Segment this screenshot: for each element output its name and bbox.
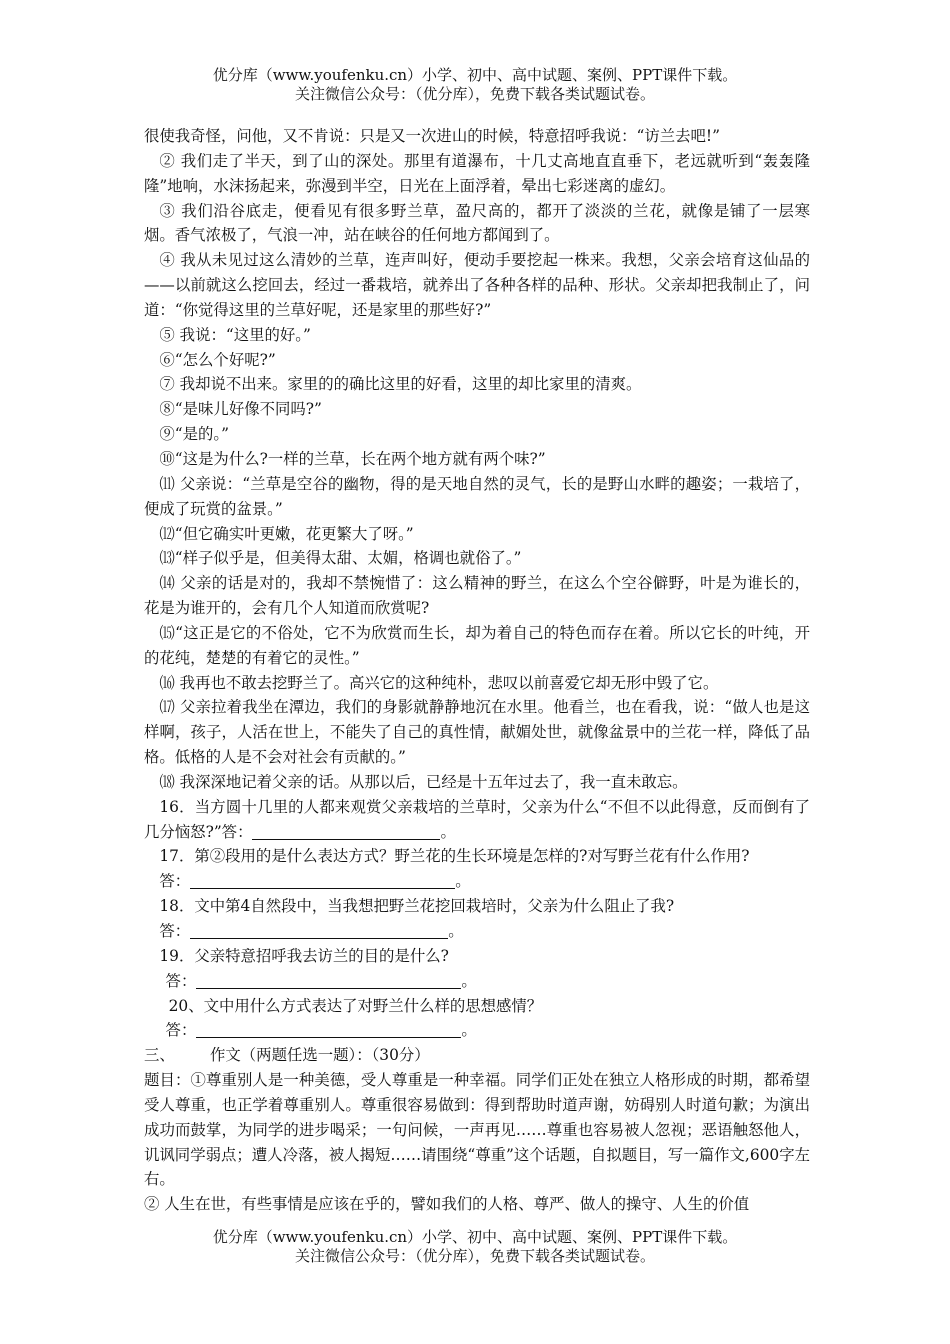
footer-line-1: 优分库（www.youfenku.cn）小学、初中、高中试题、案例、PPT课件下载。	[212, 1228, 738, 1246]
document-body	[144, 124, 810, 1217]
answer-19	[144, 969, 810, 994]
section-3-heading	[144, 1043, 810, 1068]
paragraph-13: ⒀“样子似乎是，但美得太甜、太媚，格调也就俗了。”	[159, 549, 522, 568]
answer-18-period: 。	[448, 922, 464, 940]
page-header	[0, 66, 950, 104]
answer-17-label: 答：	[159, 872, 191, 891]
question-20: 20、文中用什么方式表达了对野兰什么样的思想感情？	[168, 996, 543, 1015]
essay-topic-1: 题目：①尊重别人是一种美德，受人尊重是一种幸福。同学们正处在独立人格形成的时期，都希望受人尊重，也正学着尊重别人。尊重很容易做到：得到帮助时道声谢，妨碍别人时道句歉；为演出成功而鼓掌，为同学的进步喝采；一句问候，一声再见……尊重也容易被人忽视；恶语触怒他人，讥讽同学弱点；遭人冷落，被人揭短……请围绕“尊重”这个话题，自拟题目，写一篇作文,600字左右。	[144, 1071, 810, 1189]
essay-topic-2: ② 人生在世，有些事情是应该在乎的，譬如我们的人格、尊严、做人的操守、人生的价值	[144, 1195, 750, 1214]
footer-line-2: 关注微信公众号：（优分库），免费下载各类试题试卷。	[294, 1247, 655, 1265]
answer-19-label: 答：	[165, 971, 197, 990]
page-footer	[0, 1228, 950, 1266]
answer-18	[144, 919, 810, 944]
header-line-2: 关注微信公众号：（优分库），免费下载各类试题试卷。	[294, 85, 655, 103]
question-16	[144, 795, 810, 845]
answer-blank-19[interactable]	[196, 972, 461, 989]
answer-20-period: 。	[461, 1021, 477, 1040]
question-16-text: 16．当方圆十几里的人都来观赏父亲栽培的兰草时，父亲为什么“不但不以此得意，反而倒有了几分恼怒?”答：	[144, 797, 810, 841]
paragraph-17: ⒄ 父亲拉着我坐在潭边，我们的身影就静静地沉在水里。他看兰，也在看我，说：“做人也是这样啊，孩子，人活在世上，不能失了自己的真性情，献媚处世，就像盆景中的兰花一样，降低了品格。低格的人是不会对社会有贡献的。”	[144, 698, 810, 767]
answer-18-label: 答：	[159, 922, 191, 940]
answer-blank-17[interactable]	[190, 872, 455, 889]
answer-20	[144, 1018, 810, 1043]
answer-19-period: 。	[461, 971, 477, 990]
paragraph-6: ⑥“怎么个好呢?”	[159, 350, 276, 369]
paragraph-16: ⒃ 我再也不敢去挖野兰了。高兴它的这种纯朴，悲叹以前喜爱它却无形中毁了它。	[159, 673, 719, 692]
answer-blank-18[interactable]	[190, 922, 448, 939]
answer-20-label: 答：	[165, 1021, 197, 1040]
paragraph-7: ⑦ 我却说不出来。家里的的确比这里的好看，这里的却比家里的清爽。	[159, 375, 642, 394]
paragraph-8: ⑧“是味儿好像不同吗?”	[159, 400, 322, 419]
paragraph-2: ② 我们走了半天，到了山的深处。那里有道瀑布，十几丈高地直直垂下，老远就听到“轰轰隆隆”地响，水沫扬起来，弥漫到半空，日光在上面浮着，晕出七彩迷离的虚幻。	[144, 151, 810, 195]
paragraph-4: ④ 我从未见过这么清妙的兰草，连声叫好，便动手要挖起一株来。我想，父亲会培育这仙品的——以前就这么挖回去，经过一番栽培，就养出了各种各样的品种、形状。父亲却把我制止了，问道：“你觉得这里的兰草好呢，还是家里的那些好?”	[144, 251, 810, 319]
answer-17	[144, 869, 810, 894]
question-17: 17．第②段用的是什么表达方式？野兰花的生长环境是怎样的?对写野兰花有什么作用?	[159, 847, 750, 866]
paragraph-continued: 很使我奇怪，问他，又不肯说：只是又一次进山的时候，特意招呼我说：“访兰去吧!”	[144, 127, 720, 145]
paragraph-12: ⑿“但它确实叶更嫩，花更繁大了呀。”	[159, 524, 414, 543]
question-19: 19．父亲特意招呼我去访兰的目的是什么?	[159, 946, 449, 965]
paragraph-5: ⑤ 我说：“这里的好。”	[159, 325, 311, 344]
question-18: 18．文中第4自然段中，当我想把野兰花挖回栽培时，父亲为什么阻止了我?	[159, 897, 675, 916]
paragraph-18: ⒅ 我深深地记着父亲的话。从那以后，已经是十五年过去了，我一直未敢忘。	[159, 772, 688, 791]
answer-17-period: 。	[455, 872, 471, 891]
section-3-number: 三、	[144, 1046, 175, 1065]
paragraph-15: ⒂“这正是它的不俗处，它不为欣赏而生长，却为着自己的特色而存在着。所以它长的叶纯，开的花纯，楚楚的有着它的灵性。”	[144, 623, 810, 667]
section-3-title: 作文（两题任选一题）：（30分）	[210, 1046, 430, 1065]
answer-blank-16[interactable]	[252, 823, 440, 840]
paragraph-11: ⑾ 父亲说：“兰草是空谷的幽物，得的是天地自然的灵气，长的是野山水畔的趣姿；一栽培了，便成了玩赏的盆景。”	[144, 474, 810, 518]
paragraph-14: ⒁ 父亲的话是对的，我却不禁惋惜了：这么精神的野兰，在这么个空谷僻野，叶是为谁长的，花是为谁开的，会有几个人知道而欣赏呢?	[144, 574, 810, 618]
header-line-1: 优分库（www.youfenku.cn）小学、初中、高中试题、案例、PPT课件下载。	[212, 66, 738, 84]
answer-blank-20[interactable]	[196, 1021, 461, 1038]
paragraph-9: ⑨“是的。”	[159, 425, 229, 444]
question-16-period: 。	[440, 822, 456, 841]
paragraph-3: ③ 我们沿谷底走，便看见有很多野兰草，盈尺高的，都开了淡淡的兰花，就像是铺了一层寒烟。香气浓极了，气浪一冲，站在峡谷的任何地方都闻到了。	[144, 201, 810, 245]
paragraph-10: ⑩“这是为什么?一样的兰草，长在两个地方就有两个味?”	[159, 449, 546, 468]
